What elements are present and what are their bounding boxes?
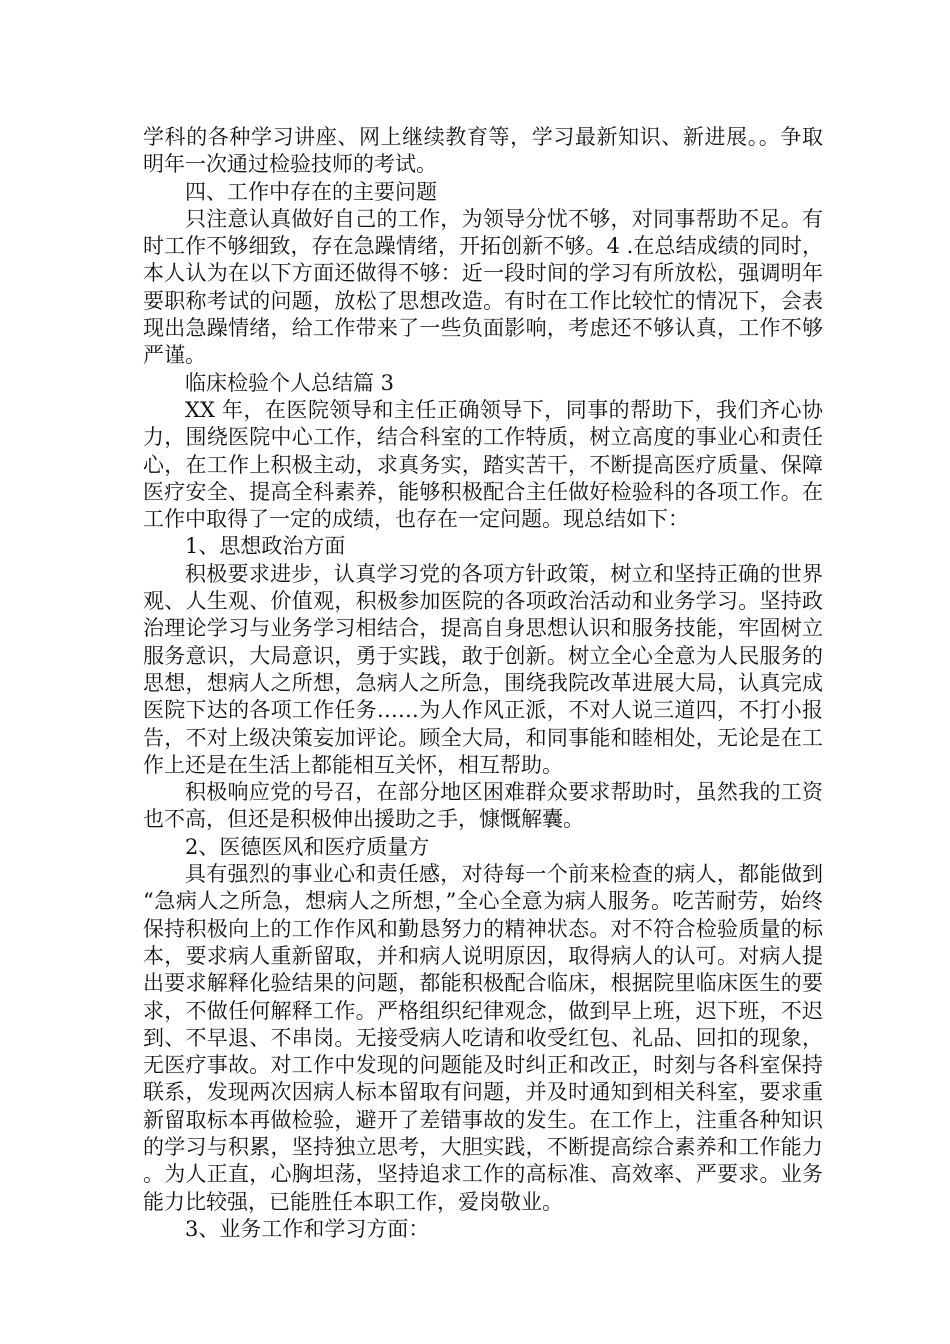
- paragraph-problems: 只注意认真做好自己的工作，为领导分忧不够，对同事帮助不足。有时工作不够细致，存在急躁情绪，开拓创新不够。4 .在总结成绩的同时，本人认为在以下方面还做得不够：近一段时间的学习有所放松，强调明年要职称考试的问题，放松了思想改造。有时在工作比较忙的情况下，会表现出急躁情绪，给工作带来了一些负面影响，考虑还不够认真，工作不够严谨。: [143, 206, 823, 368]
- section-heading-ethics: 2、医德医风和医疗质量方: [185, 834, 430, 859]
- article-title-part-3: 临床检验个人总结篇 3: [185, 370, 395, 395]
- paragraph-continued-study: 学科的各种学习讲座、网上继续教育等，学习最新知识、新进展。。争取明年一次通过检验技师的考试。: [143, 125, 823, 177]
- section-heading-political: 1、思想政治方面: [185, 534, 346, 559]
- paragraph-political: 积极要求进步，认真学习党的各项方针政策，树立和坚持正确的世界观、人生观、价值观，积极参加医院的各项政治活动和业务学习。坚持政治理论学习与业务学习相结合，提高自身思想认识和服务技能，牢固树立服务意识，大局意识，勇于实践，敢于创新。树立全心全意为人民服务的思想，想病人之所想，急病人之所急，围绕我院改革进展大局，认真完成医院下达的各项工作任务……为人作风正派，不对人说三道四，不打小报告，不对上级决策妄加评论。顾全大局，和同事能和睦相处，无论是在工作上还是在生活上都能相互关怀，相互帮助。: [143, 561, 823, 777]
- section-heading-problems: 四、工作中存在的主要问题: [185, 179, 437, 204]
- paragraph-donation: 积极响应党的号召，在部分地区困难群众要求帮助时，虽然我的工资也不高，但还是积极伸出援助之手，慷慨解囊。: [143, 780, 823, 832]
- paragraph-intro: XX 年，在医院领导和主任正确领导下，同事的帮助下，我们齐心协力，围绕医院中心工作，结合科室的工作特质，树立高度的事业心和责任心，在工作上积极主动，求真务实，踏实苦干，不断提高医疗质量、保障医疗安全、提高全科素养，能够积极配合主任做好检验科的各项工作。在工作中取得了一定的成绩，也存在一定问题。现总结如下：: [143, 397, 823, 532]
- document-body: [143, 124, 823, 1243]
- section-heading-work-study: 3、业务工作和学习方面：: [185, 1216, 430, 1241]
- paragraph-ethics: 具有强烈的事业心和责任感，对待每一个前来检查的病人，都能做到“急病人之所急，想病人之所想，”全心全意为病人服务。吃苦耐劳，始终保持积极向上的工作作风和勤恳努力的精神状态。对不符合检验质量的标本，要求病人重新留取，并和病人说明原因，取得病人的认可。对病人提出要求解释化验结果的问题，都能积极配合临床，根据院里临床医生的要求，不做任何解释工作。严格组织纪律观念，做到早上班，迟下班，不迟到、不早退、不串岗。无接受病人吃请和收受红包、礼品、回扣的现象，无医疗事故。对工作中发现的问题能及时纠正和改正，时刻与各科室保持联系，发现两次因病人标本留取有问题，并及时通知到相关科室，要求重新留取标本再做检验，避开了差错事故的发生。在工作上，注重各种知识的学习与积累，坚持独立思考，大胆实践，不断提高综合素养和工作能力。为人正直，心胸坦荡，坚持追求工作的高标准、高效率、严要求。业务能力比较强，已能胜任本职工作，爱岗敬业。: [143, 862, 823, 1214]
